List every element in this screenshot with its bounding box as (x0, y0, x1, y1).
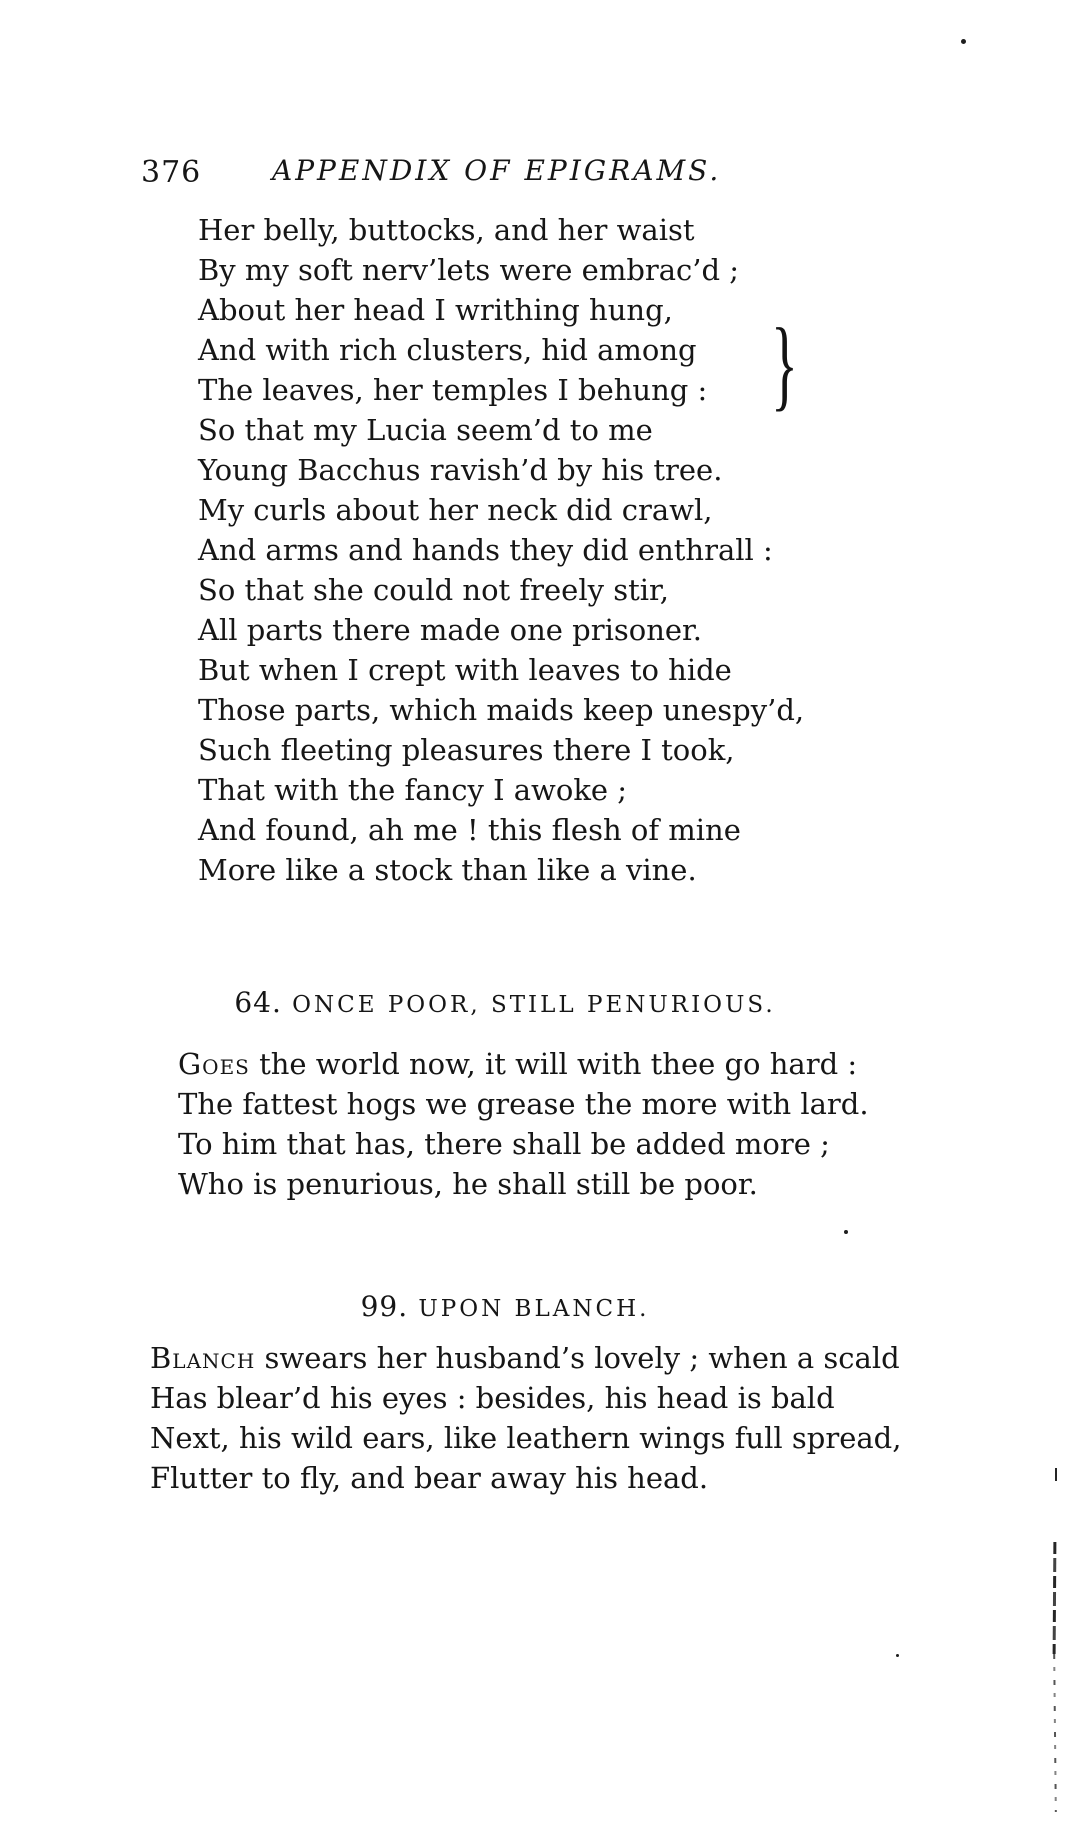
epigram-heading-64 (130, 986, 880, 1019)
poem-line: Such fleeting pleasures there I took, (198, 733, 735, 767)
epigram-64-number: 64. (234, 986, 282, 1019)
epigram-99-number: 99. (360, 1290, 409, 1323)
right-brace-glyph: } (771, 308, 798, 421)
poem-line: Young Bacchus ravish’d by his tree. (198, 453, 723, 487)
scan-line-artifact (1053, 1654, 1057, 1812)
poem-line: Who is penurious, he shall still be poor. (178, 1167, 758, 1201)
page-number: 376 (141, 155, 202, 190)
epigram-64-title: ONCE POOR, STILL PENURIOUS. (292, 992, 776, 1018)
poem-line: Her belly, buttocks, and her waist (198, 213, 695, 247)
poem-line: By my soft nerv’lets were embrac’d ; (198, 253, 740, 287)
poem-line: Blanch swears her husband’s lovely ; when a scald (150, 1341, 900, 1375)
poem-line: And found, ah me ! this flesh of mine (198, 813, 741, 847)
scan-speck (961, 39, 966, 44)
poem-line: The leaves, her temples I behung : (198, 373, 708, 407)
poem-line: But when I crept with leaves to hide (198, 653, 732, 687)
poem-line: So that my Lucia seem’d to me (198, 413, 653, 447)
running-title: APPENDIX OF EPIGRAMS. (272, 154, 722, 187)
poem-line: That with the fancy I awoke ; (198, 773, 628, 807)
poem-upon-blanch (150, 1338, 901, 1498)
poem-line: So that she could not freely stir, (198, 573, 669, 607)
scan-line-artifact (1053, 1542, 1057, 1654)
poem-line: My curls about her neck did crawl, (198, 493, 713, 527)
poem-line: All parts there made one prisoner. (198, 613, 702, 647)
poem-line: To him that has, there shall be added more ; (178, 1127, 830, 1161)
scan-line-artifact (1055, 1468, 1057, 1481)
epigram-heading-99 (130, 1290, 880, 1323)
small-caps-word: Goes (178, 1047, 250, 1081)
epigram-99-title: UPON BLANCH. (418, 1296, 650, 1322)
poem-line: And with rich clusters, hid among (198, 333, 697, 367)
small-caps-word: Blanch (150, 1341, 256, 1375)
scan-speck (896, 1654, 899, 1657)
poem-line: Flutter to fly, and bear away his head. (150, 1461, 709, 1495)
poem-line: Has blear’d his eyes : besides, his head is bald (150, 1381, 835, 1415)
poem-line: And arms and hands they did enthrall : (198, 533, 773, 567)
poem-once-poor-still-penurious (178, 1044, 869, 1204)
poem-the-vine (198, 210, 804, 890)
poem-line: Goes the world now, it will with thee go hard : (178, 1047, 858, 1081)
poem-line: Those parts, which maids keep unespy’d, (198, 693, 805, 727)
poem-line: Next, his wild ears, like leathern wings full spread, (150, 1421, 902, 1455)
scan-speck (844, 1230, 848, 1234)
poem-line: More like a stock than like a vine. (198, 853, 697, 887)
poem-line: About her head I writhing hung, (198, 293, 673, 327)
poem-line: The fattest hogs we grease the more with lard. (178, 1087, 869, 1121)
